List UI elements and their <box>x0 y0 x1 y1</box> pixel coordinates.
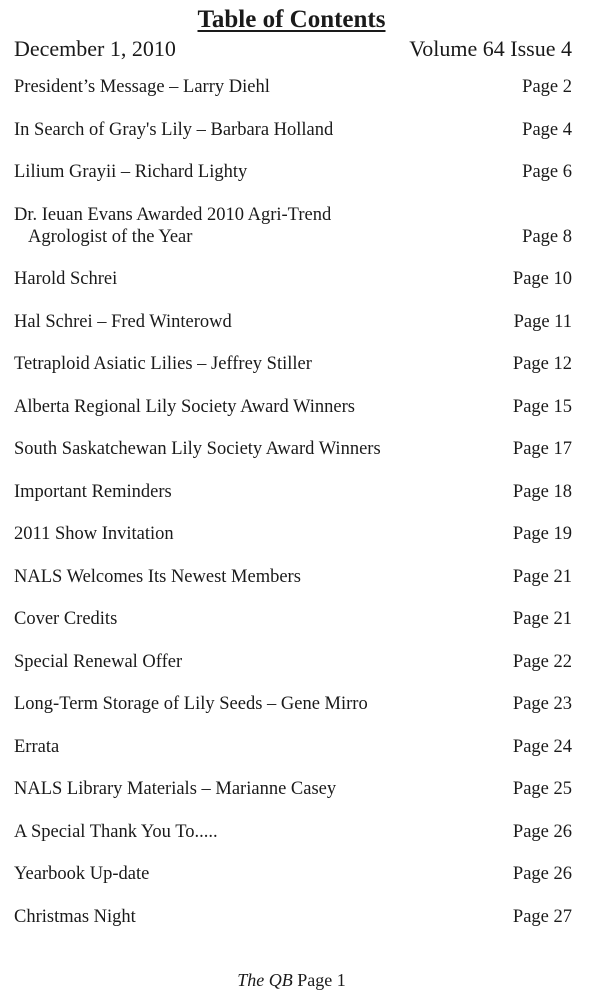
toc-entry-page: Page 27 <box>512 906 572 927</box>
toc-entry-title-line1: In Search of Gray's Lily – Barbara Holland <box>14 119 334 140</box>
toc-entry-title <box>14 736 513 758</box>
toc-entry <box>14 523 572 545</box>
toc-entry-page: Page 22 <box>512 651 572 672</box>
toc-entry-title-line1: Important Reminders <box>14 481 172 502</box>
toc-entry-page: Page 26 <box>512 864 572 884</box>
toc-entry-title <box>14 396 513 418</box>
toc-entry-title <box>14 523 513 545</box>
toc-entry-page: Page 4 <box>522 119 572 140</box>
toc-entry <box>14 736 572 758</box>
toc-entry <box>14 396 572 418</box>
volume-issue: Volume 64 Issue 4 <box>409 36 572 61</box>
toc-entry <box>14 608 572 630</box>
toc-entry-title-line1: South Saskatchewan Lily Society Award Winners <box>14 439 381 459</box>
toc-entry-page: Page 12 <box>512 354 572 374</box>
toc-entry-title <box>14 693 513 715</box>
toc-entry-title <box>14 906 513 928</box>
toc-entry <box>14 863 572 885</box>
toc-entry-title-line1: NALS Library Materials – Marianne Casey <box>14 779 337 799</box>
toc-entry-title-line1: Cover Credits <box>14 609 118 629</box>
toc-entry <box>14 161 572 183</box>
toc-entry-title <box>14 651 513 673</box>
page-footer <box>0 970 583 991</box>
toc-entry <box>14 906 572 928</box>
toc-entry-title <box>14 268 513 290</box>
toc-entry <box>14 119 572 141</box>
page-title: Table of Contents <box>197 6 386 33</box>
toc-entry <box>14 693 572 715</box>
toc-entry-page: Page 15 <box>512 396 572 417</box>
toc-entry <box>14 353 572 375</box>
toc-entry-page: Page 19 <box>512 524 572 544</box>
toc-entry-title-line1: Tetraploid Asiatic Lilies – Jeffrey Stiller <box>14 354 312 374</box>
toc-entry-title-line1: NALS Welcomes Its Newest Members <box>14 566 301 587</box>
toc-entry-page: Page 6 <box>522 162 572 182</box>
toc-entry-page: Page 18 <box>512 481 572 502</box>
toc-entry-title-line1: Dr. Ieuan Evans Awarded 2010 Agri-Trend <box>14 204 332 225</box>
toc-entry-title-line1: Alberta Regional Lily Society Award Winners <box>14 396 355 417</box>
toc-entry-page: Page 21 <box>512 566 572 587</box>
toc-entry-page: Page 25 <box>512 779 572 799</box>
toc-entry <box>14 651 572 673</box>
toc-entry <box>14 481 572 503</box>
toc-entry-page: Page 2 <box>522 77 572 97</box>
toc-entry-title <box>14 863 513 885</box>
toc-entry-title-line1: Lilium Grayii – Richard Lighty <box>14 162 248 182</box>
toc-entry-title <box>14 481 513 503</box>
toc-entry-title <box>14 76 522 98</box>
toc-entry-title-line2: Agrologist of the Year <box>28 226 193 247</box>
toc-entry-title <box>14 119 522 141</box>
toc-entry-title <box>14 438 513 460</box>
issue-date: December 1, 2010 <box>14 36 176 61</box>
toc-entry <box>14 76 572 98</box>
toc-entry-title-line1: Christmas Night <box>14 906 136 927</box>
toc-entry-title-line1: Errata <box>14 736 60 757</box>
toc-entry-title <box>14 821 513 843</box>
toc-entry-title <box>14 608 513 630</box>
issue-meta <box>14 36 572 62</box>
toc-entry <box>14 438 572 460</box>
toc-entry <box>14 204 572 248</box>
toc-entry-page: Page 26 <box>512 821 572 842</box>
toc-entry <box>14 268 572 290</box>
toc-entry-title <box>14 204 522 248</box>
toc-entry-page: Page 8 <box>522 226 572 247</box>
table-of-contents <box>14 76 572 948</box>
toc-entry <box>14 566 572 588</box>
footer-page-number: Page 1 <box>297 970 346 990</box>
toc-entry-title <box>14 311 514 333</box>
toc-entry-title-line1: 2011 Show Invitation <box>14 524 174 544</box>
toc-entry-page: Page 23 <box>512 694 572 714</box>
toc-entry <box>14 311 572 333</box>
toc-entry-title-line1: Hal Schrei – Fred Winterowd <box>14 311 232 332</box>
toc-entry-title-line1: Long-Term Storage of Lily Seeds – Gene Mirro <box>14 694 368 714</box>
toc-entry-page: Page 21 <box>512 609 572 629</box>
publication-name: The QB <box>237 970 293 990</box>
toc-entry-title-line1: Special Renewal Offer <box>14 651 183 672</box>
toc-entry <box>14 778 572 800</box>
toc-entry-page: Page 10 <box>512 269 572 289</box>
toc-entry <box>14 821 572 843</box>
toc-entry-title <box>14 778 513 800</box>
toc-entry-title <box>14 353 513 375</box>
toc-entry-page: Page 24 <box>512 736 572 757</box>
toc-entry-title-line1: A Special Thank You To..... <box>14 821 218 842</box>
toc-entry-title <box>14 566 513 588</box>
toc-entry-page: Page 17 <box>512 439 572 459</box>
toc-entry-title-line1: Yearbook Up-date <box>14 864 150 884</box>
toc-entry-title <box>14 161 522 183</box>
toc-entry-page: Page 11 <box>513 311 572 332</box>
toc-entry-title-line1: President’s Message – Larry Diehl <box>14 77 270 97</box>
toc-entry-title-line1: Harold Schrei <box>14 269 118 289</box>
